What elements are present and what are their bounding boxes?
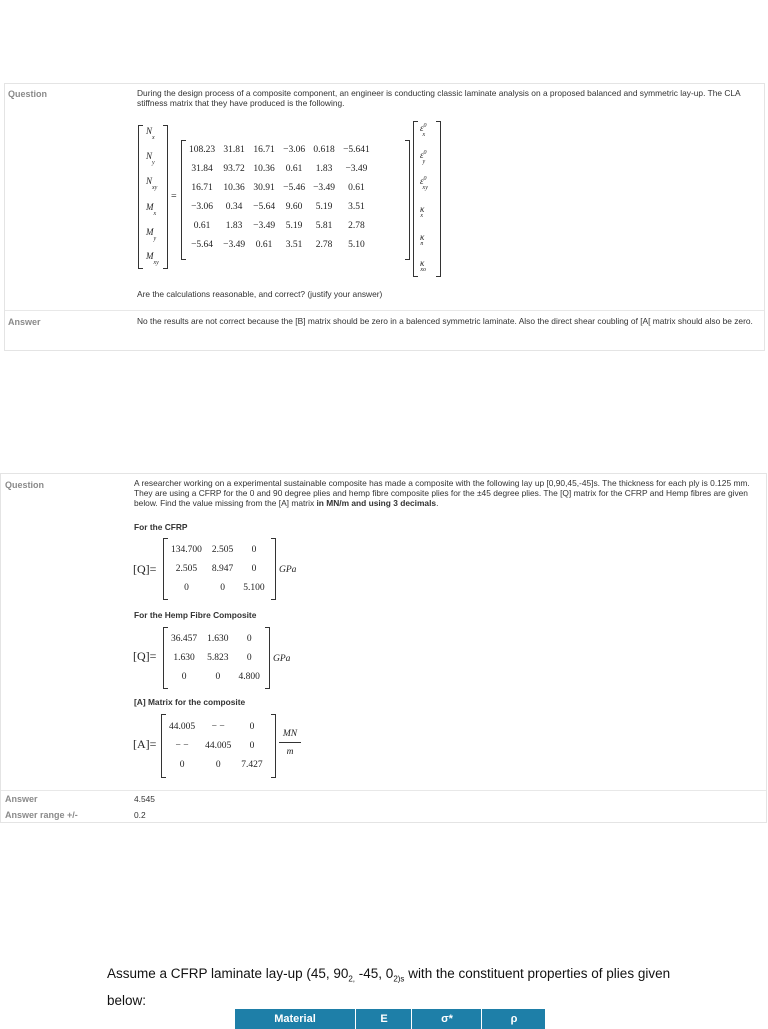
rhs-bracket-right	[436, 121, 441, 277]
matrix-cell: 5.19	[315, 201, 333, 212]
matrix-cell: 31.81	[223, 144, 245, 155]
matrix-cell: 16.71	[191, 182, 213, 193]
question-card-1	[4, 83, 765, 351]
matrix-cell: 44.005	[205, 740, 232, 751]
matrix-cell: −5.64	[253, 201, 276, 212]
matrix-cell: 0.61	[255, 239, 273, 250]
matrix-cell: 0	[251, 544, 257, 555]
stiffness-matrix	[185, 140, 374, 254]
matrix-cell: 5.19	[285, 220, 303, 231]
matrix-cell: 0.34	[225, 201, 243, 212]
matrix-row	[166, 578, 270, 597]
matrix-cell: 8.947	[211, 563, 234, 574]
matrix-cell: 0.618	[313, 144, 335, 155]
matrix-cell: 10.36	[223, 182, 245, 193]
matrix-cell: −3.49	[345, 163, 368, 174]
matrix-row	[164, 736, 268, 755]
matrix-cell: 3.51	[285, 239, 303, 250]
matrix-row	[185, 178, 374, 197]
matrix-row	[185, 235, 374, 254]
matrix-cell: 1.83	[225, 220, 243, 231]
unit-denominator: m	[286, 747, 294, 757]
matrix-cell: 5.100	[243, 582, 265, 593]
answer-range-value: 0.2	[134, 810, 146, 820]
matrix-cell: 0	[179, 759, 185, 770]
matrix-cell: 0	[181, 671, 187, 682]
cfrp-layup-prompt: Assume a CFRP laminate lay-up (45, $90_{2,}$ -45, $0_{2)s}$ with the constituent properties of plies given below:	[107, 966, 671, 1008]
question-card-2	[0, 473, 767, 823]
matrix-cell: 2.505	[211, 544, 234, 555]
answer-label: Answer	[5, 794, 38, 804]
matrix-cell: 0	[215, 759, 221, 770]
matrix-cell: −5.46	[283, 182, 306, 193]
matrix-cell: 3.51	[348, 201, 365, 212]
matrix-row	[166, 629, 265, 648]
matrix-cell: 0	[249, 740, 255, 751]
matrix-row	[185, 197, 374, 216]
matrix-cell: 16.71	[253, 144, 275, 155]
q-symbol: [Q]=	[133, 562, 157, 576]
matrix-cell: 4.800	[238, 671, 260, 682]
cfrp-q-matrix	[166, 540, 270, 597]
matrix-cell: 0	[215, 671, 221, 682]
rhs-entry: $\kappa_{xo}$	[420, 258, 426, 273]
matrix-row	[166, 667, 265, 686]
unit-gpa-hemp: GPa	[273, 654, 291, 664]
matrix-cell: −3.06	[283, 144, 306, 155]
answer-range-label: Answer range +/-	[5, 810, 78, 820]
a-bracket-right	[271, 714, 276, 778]
rhs-entry: $\varepsilon^0_x$	[420, 123, 427, 138]
matrix-row	[185, 140, 374, 159]
followup-text: Are the calculations reasonable, and correct? (justify your answer)	[137, 289, 383, 299]
answer-text: No the results are not correct because the [B] matrix should be zero in a balenced symmetric laminate. Also the direct shear coubling of [A[ matrix should also be zero.	[137, 316, 753, 326]
matrix-cell: 0	[249, 721, 255, 732]
lhs-entry: $M_y$	[146, 227, 157, 242]
matrix-cell: 0.61	[348, 182, 365, 193]
question-label: Question	[8, 89, 48, 99]
lhs-bracket-right	[163, 125, 168, 269]
hemp-bracket-right	[265, 627, 270, 689]
unit-numerator: MN	[279, 729, 301, 743]
matrix-cell: 2.78	[348, 220, 365, 231]
col-material: Material	[274, 1013, 316, 1025]
matrix-cell: 5.81	[315, 220, 333, 231]
matrix-cell: 0	[246, 652, 252, 663]
matrix-cell: 2.505	[175, 563, 198, 574]
answer-value: 4.545	[134, 794, 155, 804]
matrix-row	[164, 755, 268, 774]
cfrp-heading: For the CFRP	[134, 522, 188, 532]
matrix-cell: 5.823	[207, 652, 229, 663]
matrix-cell: 36.457	[171, 633, 198, 644]
hemp-q-matrix	[166, 629, 265, 686]
matrix-cell: 108.23	[189, 144, 216, 155]
matrix-cell: −3.06	[191, 201, 214, 212]
rhs-entry: $\kappa_x$	[420, 204, 425, 219]
divider	[1, 790, 766, 791]
col-sigma: σ*	[411, 1009, 482, 1029]
matrix-bracket-right	[405, 140, 410, 260]
matrix-cell: 0	[251, 563, 257, 574]
matrix-cell: 9.60	[285, 201, 303, 212]
matrix-cell: 2.78	[315, 239, 333, 250]
matrix-cell: 1.630	[207, 633, 229, 644]
lhs-entry: $N_{xy}$	[146, 176, 158, 191]
matrix-cell: − −	[175, 740, 189, 751]
matrix-cell: 44.005	[169, 721, 196, 732]
matrix-cell: 0	[184, 582, 189, 593]
matrix-row	[166, 648, 265, 667]
matrix-cell: 93.72	[223, 163, 245, 174]
col-rho: ρ	[481, 1009, 546, 1029]
a-symbol: [A]=	[133, 737, 157, 751]
matrix-cell: 0.61	[193, 220, 211, 231]
equals-sign: =	[171, 191, 177, 202]
unit-gpa: GPa	[279, 565, 297, 575]
rhs-bracket-left	[413, 121, 418, 277]
matrix-cell: −3.49	[253, 220, 276, 231]
matrix-cell: 30.91	[253, 182, 275, 193]
a-matrix	[164, 717, 268, 774]
matrix-row	[185, 216, 374, 235]
matrix-row	[166, 559, 270, 578]
matrix-row	[166, 540, 270, 559]
unit-mn-over-m	[279, 729, 301, 757]
matrix-cell: 0	[220, 582, 225, 593]
rhs-entry: $\varepsilon^0_{xy}$	[420, 176, 428, 191]
lhs-entry: $N_x$	[146, 126, 155, 141]
matrix-cell: −3.49	[313, 182, 336, 193]
col-e: E	[355, 1009, 412, 1029]
question-label: Question	[5, 480, 45, 490]
answer-label: Answer	[8, 317, 41, 327]
matrix-cell: − −	[211, 721, 225, 732]
matrix-row	[185, 159, 374, 178]
matrix-cell: 5.10	[348, 239, 365, 250]
lhs-entry: $M_{xy}$	[146, 251, 159, 266]
rhs-entry: $\varepsilon^0_y$	[420, 150, 427, 165]
hemp-heading: For the Hemp Fibre Composite	[134, 610, 257, 620]
matrix-cell: 0.61	[285, 163, 303, 174]
question-text: A researcher working on a experimental sustainable composite has made a composite with the following lay up [0,90,45,-45]s. The thickness for each ply is 0.125 mm. They are using a CFRP for the 0 and 90 degree plies and hemp fibre composite plies for the ±45 degree plies. The [Q] matrix for the CFRP and Hemp fibres are given below. Find the value missing from the [A] matrix in MN/m and using 3 decimals.	[134, 478, 750, 508]
rhs-entry: $\kappa_n$	[420, 232, 425, 247]
q-symbol-hemp: [Q]=	[133, 649, 157, 663]
divider	[5, 310, 764, 311]
properties-table-header	[235, 1009, 545, 1029]
lhs-entry: $M_x$	[146, 202, 157, 217]
matrix-row	[164, 717, 268, 736]
matrix-cell: 0	[246, 633, 252, 644]
matrix-cell: 7.427	[241, 759, 263, 770]
lhs-bracket-left	[138, 125, 143, 269]
lhs-entry: $N_y$	[146, 151, 155, 166]
matrix-cell: −5.641	[343, 144, 370, 155]
question-text: During the design process of a composite component, an engineer is conducting classic laminate analysis on a proposed balanced and symmetric lay-up. The CLA stiffness matrix that they have produced is the following.	[137, 88, 741, 108]
matrix-cell: 1.630	[173, 652, 195, 663]
cfrp-bracket-right	[271, 538, 276, 600]
a-heading: [A] Matrix for the composite	[134, 697, 246, 707]
matrix-cell: 1.83	[315, 163, 333, 174]
matrix-cell: −3.49	[223, 239, 246, 250]
matrix-cell: 134.700	[171, 544, 202, 555]
matrix-cell: 31.84	[191, 163, 213, 174]
matrix-cell: 10.36	[253, 163, 275, 174]
matrix-cell: −5.64	[191, 239, 214, 250]
